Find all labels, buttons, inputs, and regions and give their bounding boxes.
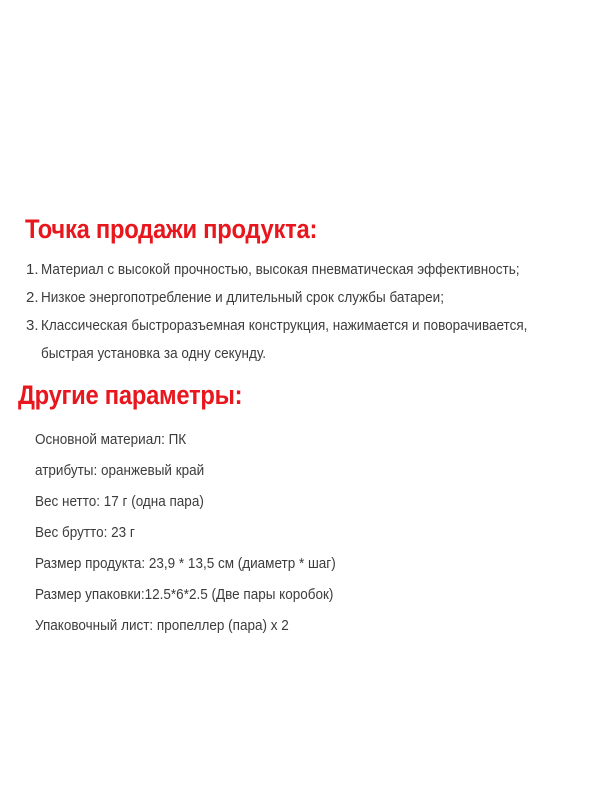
param-gross-weight: Вес брутто: 23 г — [35, 524, 135, 541]
param-material: Основной материал: ПК — [35, 431, 187, 448]
list-item-text: Классическая быстроразъемная конструкция, нажимается и поворачивается, — [41, 317, 528, 334]
list-item-number: 1. — [26, 261, 39, 278]
list-item-number: 3. — [26, 317, 39, 334]
param-product-size: Размер продукта: 23,9 * 13,5 см (диаметр * шаг) — [35, 555, 336, 572]
other-params-list — [35, 424, 369, 641]
param-packing-list: Упаковочный лист: пропеллер (пара) x 2 — [35, 617, 289, 634]
other-params-heading: Другие параметры: — [18, 380, 243, 410]
list-item — [26, 256, 596, 284]
selling-point-heading: Точка продажи продукта: — [25, 214, 318, 244]
list-item-text-continuation: быстрая установка за одну секунду. — [41, 345, 266, 362]
list-item — [26, 284, 596, 312]
selling-point-list — [26, 256, 596, 368]
list-item-text: Низкое энергопотребление и длительный срок службы батареи; — [41, 289, 444, 306]
list-item-number: 2. — [26, 289, 39, 306]
param-net-weight: Вес нетто: 17 г (одна пара) — [35, 493, 204, 510]
param-attributes: атрибуты: оранжевый край — [35, 462, 205, 479]
list-item-text: Материал с высокой прочностью, высокая пневматическая эффективность; — [41, 261, 520, 278]
param-package-size: Размер упаковки:12.5*6*2.5 (Две пары коробок) — [35, 586, 334, 603]
list-item — [26, 312, 596, 368]
